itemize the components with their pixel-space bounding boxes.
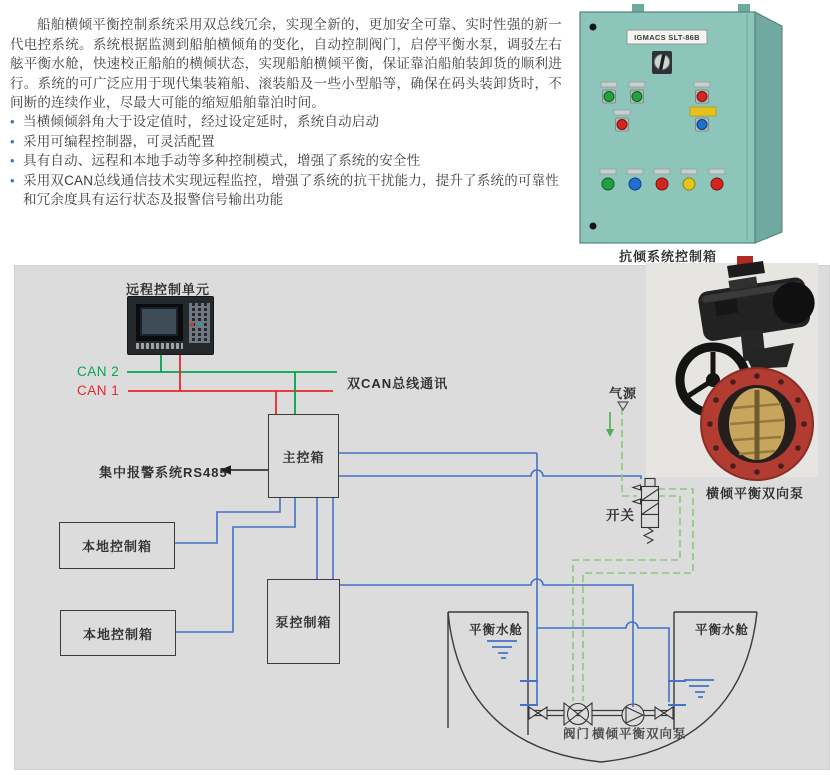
actuated-valve — [564, 703, 592, 725]
wire-main-to-switch — [337, 470, 641, 479]
wire-main-to-tankline — [337, 453, 537, 706]
main-control-box — [268, 414, 339, 498]
pump-control-box — [267, 579, 340, 664]
water-level-left — [487, 641, 517, 658]
main-control-box-label: 主控箱 — [282, 449, 325, 465]
bidirectional-pump-symbol — [622, 704, 644, 726]
hmi-function-keys — [136, 343, 183, 349]
remote-control-hmi — [127, 296, 214, 355]
cabinet-caption: 抗倾系统控制箱 — [618, 249, 717, 264]
water-level-right — [684, 680, 714, 697]
bullet-item: • 当横倾倾斜角大于设定值时，经过设定延时，系统自动启动 — [10, 112, 564, 132]
pipe-pump-label: 横倾平衡双向泵 — [592, 727, 687, 741]
pneumatic-line-inner — [573, 496, 680, 701]
local-control-box-1 — [59, 522, 175, 569]
switch-label: 开关 — [606, 508, 635, 523]
can-buses — [127, 353, 337, 414]
bullet-item: • 采用双CAN总线通信技术实现远程监控，增强了系统的抗干扰能力，提升了系统的可靠性和冗余度具有运行状态及报警信号输出功能 — [10, 171, 564, 210]
ballast-tank-left-label: 平衡水舱 — [469, 623, 524, 637]
hmi-screen — [136, 304, 183, 341]
wire-pumpbox-to-pump — [338, 579, 633, 707]
bullet-item: • 采用可编程控制器，可灵活配置 — [10, 132, 564, 152]
valve-photo-caption: 横倾平衡双向泵 — [706, 486, 805, 501]
ballast-tank-right-label: 平衡水舱 — [695, 623, 750, 637]
blue-wiring — [173, 453, 686, 707]
pneumatic-line-outer — [583, 489, 693, 701]
remote-unit-label: 远程控制单元 — [126, 282, 211, 297]
valve-photo — [646, 256, 818, 480]
dual-can-bus-label: 双CAN总线通讯 — [347, 376, 449, 391]
wall-penetration-ticks-left — [520, 681, 538, 705]
wire-cross-tank — [537, 622, 669, 702]
pump-control-box-label: 泵控制箱 — [275, 615, 332, 630]
cabinet-name-plate: IGMACS SLT-86B — [634, 32, 700, 42]
switch-valve-symbol — [633, 479, 659, 544]
pipe — [528, 711, 674, 716]
air-source-label: 气源 — [609, 386, 638, 401]
pipe-valve-label: 阀门 — [563, 727, 591, 741]
pipe-fittings — [529, 703, 673, 726]
hmi-key-cyan — [198, 323, 202, 326]
local-control-box-2-label: 本地控制箱 — [82, 626, 153, 642]
intro-paragraph: 船舶横倾平衡控制系统采用双总线冗余，实现全新的，更加安全可靠、实时性强的新一代电控系统。系统根据监测到船舶横倾角的变化，自动控制阀门，启停平衡水泵，调驳左右舷平衡水舱，快速校正船舶的横倾状态，实现船舶横倾平衡，保证靠泊船舶装卸货的顺利进行。系统的可广泛应用于现代集装箱船、滚装船及一些小型船等，确保在码头装卸货时，不间断的连续作业，尽最大可能的缩短船舶靠泊时间。 — [10, 17, 562, 110]
hmi-key-red — [190, 323, 194, 326]
can1-label: CAN 1 — [77, 383, 120, 398]
shutoff-valve-left — [529, 707, 547, 719]
bullet-item: • 具有自动、远程和本地手动等多种控制模式，增强了系统的安全性 — [10, 151, 564, 171]
shutoff-valve-right — [655, 707, 673, 719]
air-source-symbol — [618, 402, 628, 410]
local-control-box-1-label: 本地控制箱 — [81, 539, 152, 554]
alarm-system-label: 集中报警系统RS485 — [99, 465, 228, 480]
wall-penetration-ticks-right — [668, 681, 686, 705]
local-control-box-2 — [60, 610, 176, 656]
air-flow-arrow — [606, 412, 614, 437]
wire-main-to-local1 — [173, 496, 280, 543]
air-supply-line — [622, 408, 637, 496]
can2-label: CAN 2 — [77, 364, 120, 379]
